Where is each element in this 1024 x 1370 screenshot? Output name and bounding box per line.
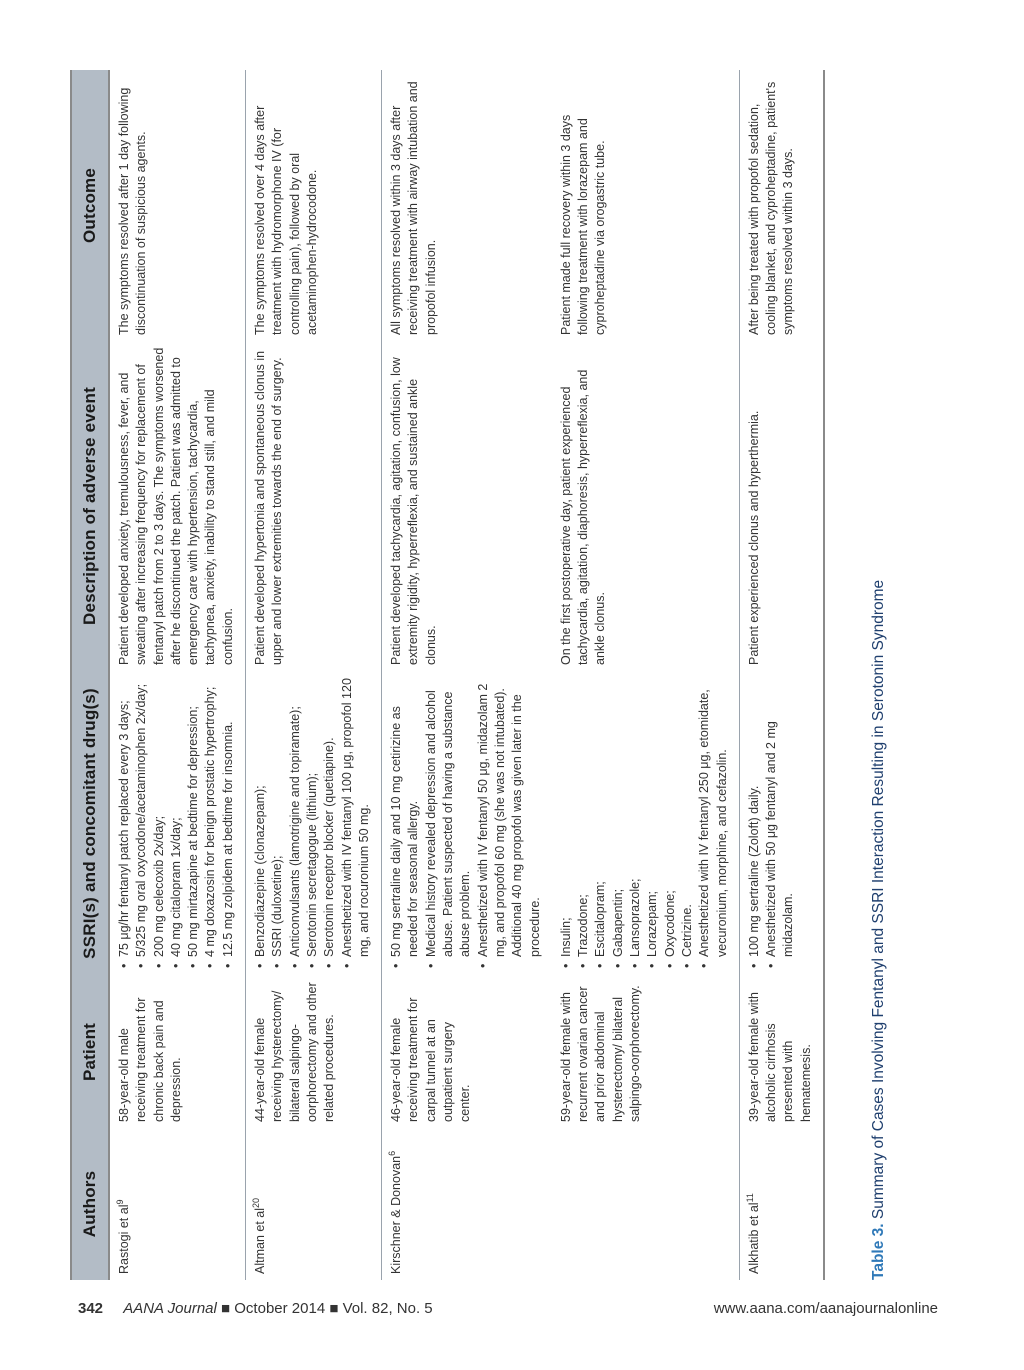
drug-list <box>388 677 544 970</box>
drug-item: • 50 mg mirtazapine at bedtime for depression; <box>185 677 202 970</box>
drug-item: • 200 mg celecoxib 2x/day; <box>151 677 168 970</box>
drug-item: • 5/325 mg oral oxycodone/acetaminophen 2x/day; <box>133 677 150 970</box>
cell-author <box>246 1128 382 1280</box>
caption-label: Table 3. <box>870 1223 887 1280</box>
header-authors: Authors <box>71 1128 109 1280</box>
footer-separator-2: ■ <box>329 1300 339 1317</box>
cell-patient: 59-year-old female with recurrent ovarian cancer and prior abdominal hysterectomy/ bilateral salpingo-oorphorectomy. <box>558 985 643 1122</box>
table-row <box>109 70 246 1280</box>
drug-list <box>746 677 798 970</box>
drug-item: • Serotonin receptor blocker (quetiapine). <box>321 677 338 970</box>
drug-item: • Medical history revealed depression and alcohol abuse. Patient suspected of having a substance abuse problem. <box>423 677 475 970</box>
author-name: Rastogi et al <box>117 1204 131 1274</box>
header-patient: Patient <box>71 976 109 1128</box>
table-body <box>109 70 824 1280</box>
drug-item: • 40 mg citalopram 1x/day; <box>168 677 185 970</box>
author-name: Kirschner & Donovan <box>389 1155 404 1274</box>
cell-event: Patient experienced clonus and hyperthermia. <box>739 341 824 671</box>
cell-patient: 39-year-old female with alcoholic cirrhosis presented with hematemesis. <box>739 976 824 1128</box>
drug-item: • Benzodiazepine (clonazepam); <box>252 677 269 970</box>
footer-separator-1: ■ <box>221 1300 231 1317</box>
journal-name: AANA Journal <box>123 1300 217 1317</box>
table-caption <box>870 70 888 1280</box>
cell-author <box>552 1128 739 1280</box>
author-name: Alkhatib et al <box>746 1202 761 1274</box>
drug-item: • Anesthetized with IV fentanyl 250 μg, etomidate, vecuronium, morphine, and cefazolin. <box>696 677 731 970</box>
drug-item: • Anticonvulsants (lamotrigine and topiramate); <box>287 677 304 970</box>
drug-item: • Oxycodone; <box>662 677 679 970</box>
table-row <box>552 70 739 1280</box>
drug-list <box>116 677 237 970</box>
cell-patient: 44-year-old female receiving hysterectomy/ bilateral salpingo-oorphorectomy and other related procedures. <box>246 976 382 1128</box>
drug-item: • SSRI (duloxetine); <box>269 677 286 970</box>
rotated-table-page <box>70 70 910 1280</box>
table-row <box>382 70 552 1280</box>
drug-item: • Escitalopram; <box>592 677 609 970</box>
drug-item: • 50 mg sertraline daily and 10 mg cetirizine as needed for seasonal allergy. <box>388 677 423 970</box>
cell-drugs <box>109 671 246 976</box>
cell-patient: 46-year-old female receiving treatment for carpal tunnel at an outpatient surgery center. <box>382 976 552 1128</box>
author-name: Altman et al <box>253 1207 268 1274</box>
drug-item: • Cetrizine. <box>679 677 696 970</box>
cell-event: Patient developed anxiety, tremulousness, fever, and sweating after increasing frequency for replacement of fentanyl patch from 2 to 3 days. The symptoms worsened after he discontinued the patch. Patient was admitted to emergency care with hypertension, tachycardia, tachypnea, anxiety, inability to stand still, and mild confusion. <box>109 341 246 671</box>
cell-event: Patient developed tachycardia, agitation, confusion, low extremity rigidity, hyperreflexia, and sustained ankle clonus. <box>382 341 552 671</box>
page-footer <box>78 1300 938 1322</box>
header-outcome: Outcome <box>71 70 109 341</box>
drug-item: • Trazodone; <box>575 677 592 970</box>
cell-outcome: The symptoms resolved after 1 day following discontinuation of suspicious agents. <box>109 70 246 341</box>
page-number: 342 <box>78 1300 104 1317</box>
drug-item: • 12.5 mg zolpidem at bedtime for insomnia. <box>220 677 237 970</box>
cell-drugs <box>739 671 824 976</box>
cell-patient: 58-year-old male receiving treatment for chronic back pain and depression. <box>109 976 246 1128</box>
author-ref: 9 <box>114 1199 125 1205</box>
cell-outcome: All symptoms resolved within 3 days after receiving treatment with airway intubation and propofol infusion. <box>382 70 552 341</box>
journal-issue: October 2014 <box>234 1300 326 1317</box>
cell-drugs <box>552 671 739 976</box>
author-ref: 20 <box>250 1197 261 1208</box>
cell-author <box>382 1128 552 1280</box>
drug-list <box>558 677 731 970</box>
case-summary-table <box>70 70 825 1280</box>
drug-item: • Anesthetized with IV fentanyl 100 μg, propofol 120 mg, and rocuronium 50 mg. <box>339 677 374 970</box>
cell-outcome: The symptoms resolved over 4 days after treatment with hydromorphone IV (for controlling pain), followed by oral acetaminophen-hydrocodone. <box>246 70 382 341</box>
cell-event: On the first postoperative day, patient experienced tachycardia, agitation, diaphoresis, hyperreflexia, and ankle clonus. <box>558 369 608 665</box>
drug-item: • 100 mg sertraline (Zoloft) daily. <box>746 677 763 970</box>
drug-item: • Anesthetized with IV fentanyl 50 μg, midazolam 2 mg, and propofol 60 mg (she was not intubated). Additional 40 mg propofol was given later in the procedure. <box>475 677 544 970</box>
cell-drugs <box>382 671 552 976</box>
cell-event: Patient developed hypertonia and spontaneous clonus in upper and lower extremities towards the end of surgery. <box>246 341 382 671</box>
drug-item: • Anesthetized with 50 μg fentanyl and 2 mg midazolam. <box>763 677 798 970</box>
drug-item: • 4 mg doxazosin for benign prostatic hypertrophy; <box>202 677 219 970</box>
table-row <box>246 70 382 1280</box>
table-header-row <box>71 70 109 1280</box>
cell-drugs <box>246 671 382 976</box>
drug-item: • 75 μg/hr fentanyl patch replaced every 3 days; <box>116 677 133 970</box>
caption-text: Summary of Cases Involving Fentanyl and SSRI Interaction Resulting in Serotonin Syndrome <box>870 579 887 1220</box>
author-ref: 6 <box>387 1150 397 1156</box>
header-drugs: SSRI(s) and concomitant drug(s) <box>71 671 109 976</box>
drug-item: • Gabapentin; <box>610 677 627 970</box>
table-row <box>739 70 824 1280</box>
journal-volume: Vol. 82, No. 5 <box>342 1300 433 1317</box>
drug-item: • Lansoprazole; <box>627 677 644 970</box>
header-event: Description of adverse event <box>71 341 109 671</box>
cell-outcome: After being treated with propofol sedation, cooling blanket, and cyproheptadine, patient's symptoms resolved within 3 days. <box>739 70 824 341</box>
drug-item: • Lorazepam; <box>644 677 661 970</box>
drug-item: • Insulin; <box>558 677 575 970</box>
cell-author <box>109 1128 246 1280</box>
author-ref: 11 <box>744 1193 755 1203</box>
cell-outcome: Patient made full recovery within 3 days following treatment with lorazepam and cyproheptadine via orogastric tube. <box>558 114 608 335</box>
drug-list <box>252 677 373 970</box>
drug-item: • Serotonin secretagogue (lithium); <box>304 677 321 970</box>
cell-author <box>739 1128 824 1280</box>
journal-url: www.aana.com/aanajournalonline <box>713 1300 938 1317</box>
